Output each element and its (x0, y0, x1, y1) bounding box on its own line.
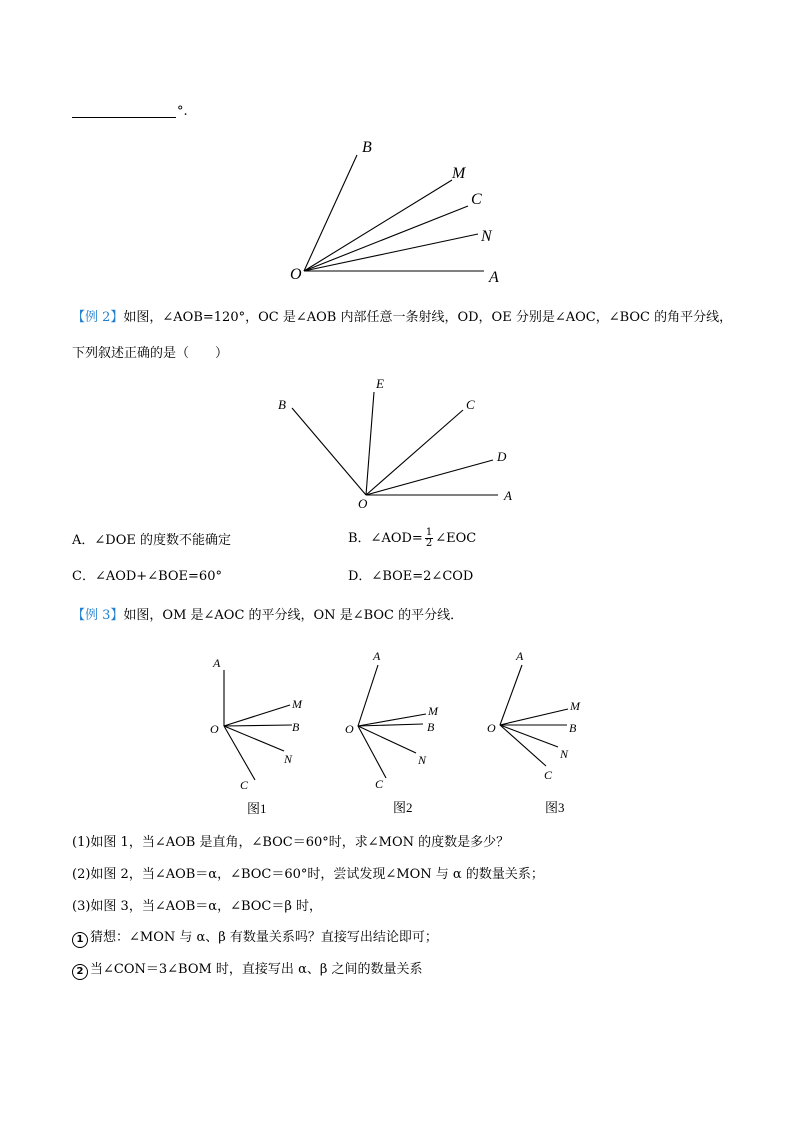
option-c: C．∠AOD+∠BOE=60° (72, 569, 222, 584)
example2-tag: 【例 2】 (72, 310, 124, 325)
question-1: (1)如图 1，当∠AOB 是直角，∠BOC＝60°时，求∠MON 的度数是多少？ (72, 835, 510, 850)
sub-question-1 (72, 929, 438, 948)
figure-3-3 (482, 645, 602, 785)
ray-oc (224, 726, 255, 780)
ray-on (304, 234, 478, 271)
ray-oe (366, 392, 374, 495)
label-b: B (278, 397, 286, 412)
label-d: D (497, 449, 507, 464)
label-b: B (427, 720, 435, 734)
label-c: C (471, 191, 482, 208)
label-b: B (362, 139, 372, 156)
label-o: O (210, 722, 219, 736)
ray-oc (366, 410, 463, 495)
label-n: N (418, 753, 427, 767)
label-n: N (481, 228, 492, 245)
question-2: (2)如图 2，当∠AOB＝α，∠BOC＝60°时，尝试发现∠MON 与 α 的数量关系； (72, 867, 544, 882)
figure-example2 (270, 372, 530, 512)
ray-oa (500, 665, 522, 725)
example3-intro: 如图，OM 是∠AOC 的平分线，ON 是∠BOC 的平分线． (123, 608, 464, 623)
example3-tag: 【例 3】 (72, 608, 124, 623)
label-c: C (240, 778, 249, 792)
label-m: M (452, 165, 466, 182)
label-n: N (560, 747, 569, 761)
degree-suffix: °. (177, 104, 188, 119)
figure-3-2-caption: 图2 (393, 800, 413, 815)
ray-oc (304, 206, 468, 271)
example3-intro-line (72, 607, 463, 625)
circled-number-2: 2 (72, 964, 88, 980)
answer-blank-line (72, 117, 176, 118)
ray-om (500, 709, 568, 725)
label-c: C (544, 768, 553, 782)
label-b: B (292, 720, 300, 734)
sub-question-1-text: 猜想：∠MON 与 α、β 有数量关系吗？直接写出结论即可； (90, 930, 438, 945)
label-o: O (358, 496, 368, 511)
ray-om (304, 180, 452, 271)
label-a: A (504, 488, 512, 503)
option-b-suffix: ∠EOC (435, 531, 477, 546)
example2-question-line2: 下列叙述正确的是（ ） (72, 346, 229, 361)
option-d: D．∠BOE=2∠COD (348, 569, 474, 584)
label-o: O (487, 721, 496, 735)
label-n: N (284, 752, 293, 766)
sub-question-2-text: 当∠CON＝3∠BOM 时，直接写出 α、β 之间的数量关系 (90, 962, 423, 977)
figure-3-3-caption: 图3 (545, 800, 565, 815)
ray-od (366, 460, 493, 495)
label-m: M (292, 697, 302, 711)
figure-3-1 (200, 650, 320, 795)
fraction-denominator: 2 (425, 538, 433, 549)
label-c: C (466, 397, 475, 412)
figure-3-2 (340, 645, 460, 795)
ray-oc (500, 725, 546, 766)
figure-1 (280, 135, 520, 290)
label-o: O (345, 722, 354, 736)
label-a: A (373, 649, 381, 663)
fraction-half (425, 528, 433, 549)
ray-ob (224, 725, 292, 726)
label-a: A (213, 656, 221, 670)
ray-on (500, 725, 558, 747)
option-a: A．∠DOE 的度数不能确定 (72, 533, 231, 548)
label-a: A (516, 649, 524, 663)
ray-on (358, 726, 416, 753)
ray-om (224, 705, 290, 726)
ray-oa (358, 665, 378, 726)
label-m: M (570, 699, 580, 713)
figure-3-1-caption: 图1 (247, 801, 267, 816)
label-m: M (428, 704, 438, 718)
option-b (348, 528, 476, 549)
label-c: C (375, 777, 384, 791)
ray-on (224, 726, 284, 751)
example2-line1 (72, 309, 732, 327)
example2-question-line1: 如图，∠AOB=120°，OC 是∠AOB 内部任意一条射线，OD，OE 分别是∠AOC，∠BOC 的角平分线， (123, 310, 733, 325)
sub-question-2 (72, 961, 423, 980)
ray-ob (292, 408, 366, 495)
option-b-prefix: B．∠AOD= (348, 531, 423, 546)
ray-oc (358, 726, 386, 778)
label-e: E (376, 376, 384, 391)
fraction-numerator: 1 (425, 527, 433, 538)
question-3: (3)如图 3，当∠AOB＝α，∠BOC＝β 时， (72, 899, 323, 914)
circled-number-1: 1 (72, 932, 88, 948)
label-o: O (290, 266, 302, 283)
label-a: A (489, 269, 499, 286)
label-b: B (569, 721, 577, 735)
